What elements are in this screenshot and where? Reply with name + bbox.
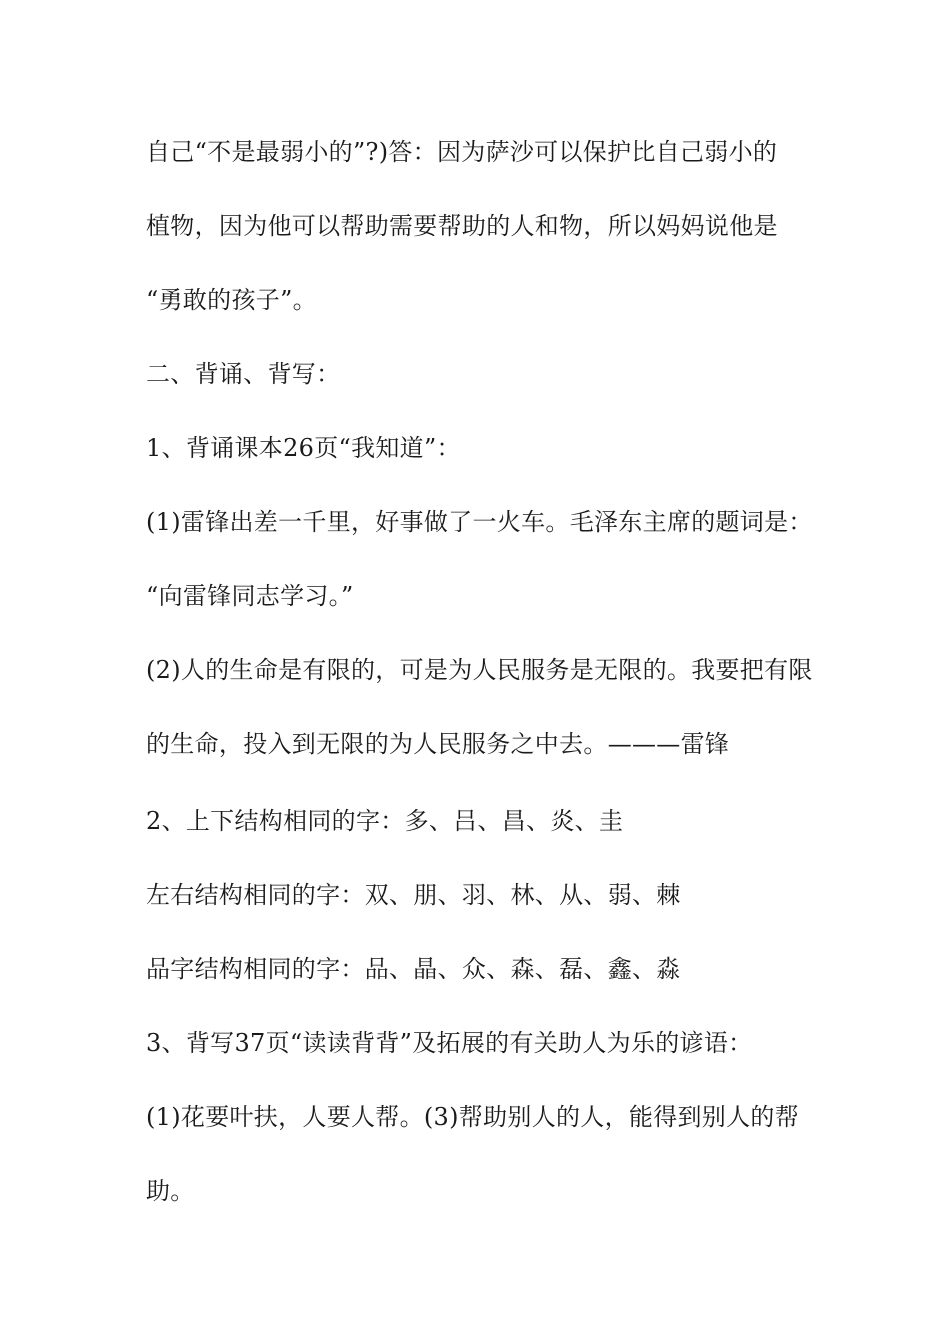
text-line: 植物，因为他可以帮助需要帮助的人和物，所以妈妈说他是 — [146, 212, 778, 240]
section-heading: 二、背诵、背写： — [146, 360, 341, 388]
text-line: (2)人的生命是有限的，可是为人民服务是无限的。我要把有限 — [146, 656, 813, 684]
text-line: “勇敢的孩子”。 — [146, 286, 317, 314]
text-line: (1)花要叶扶，人要人帮。(3)帮助别人的人，能得到别人的帮 — [146, 1103, 799, 1131]
text-line: 1、背诵课本26页“我知道”： — [146, 434, 461, 462]
text-line: 助。 — [146, 1177, 195, 1205]
text-line: 2、上下结构相同的字：多、吕、昌、炎、圭 — [146, 807, 624, 835]
text-line: 的生命，投入到无限的为人民服务之中去。———雷锋 — [146, 730, 730, 758]
text-line: (1)雷锋出差一千里，好事做了一火车。毛泽东主席的题词是： — [146, 508, 813, 536]
text-line: 左右结构相同的字：双、朋、羽、林、从、弱、棘 — [146, 881, 681, 909]
text-line: 品字结构相同的字：品、晶、众、森、磊、鑫、淼 — [146, 955, 681, 983]
text-line: 3、背写37页“读读背背”及拓展的有关助人为乐的谚语： — [146, 1029, 753, 1057]
text-line: 自己“不是最弱小的”?)答：因为萨沙可以保护比自己弱小的 — [146, 138, 778, 166]
text-line: “向雷锋同志学习。” — [146, 582, 354, 610]
